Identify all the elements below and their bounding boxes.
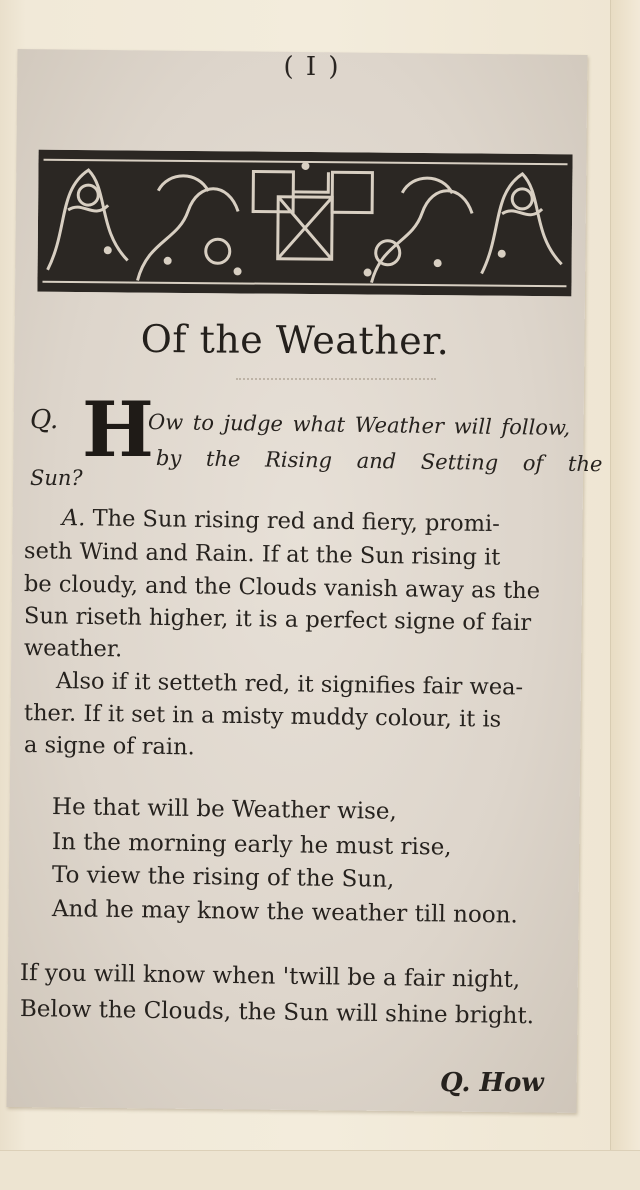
page-title: Of the Weather.	[140, 316, 450, 364]
answer-label: A.	[61, 505, 86, 532]
verse1-line-1: He that will be Weather wise,	[51, 794, 397, 825]
mount-bottom	[0, 1150, 640, 1190]
verse2-line-1: If you will know when 'twill be a fair night,	[19, 960, 521, 993]
title-divider	[236, 378, 436, 382]
drop-cap: H	[82, 385, 154, 474]
page-number: ( I )	[283, 52, 341, 82]
paragraph2-line-3: a signe of rain.	[23, 732, 195, 761]
mount-edge	[610, 0, 640, 1189]
verse2-line-2: Below the Clouds, the Sun will shine bright.	[19, 996, 535, 1030]
verse1-line-2: In the morning early he must rise,	[51, 829, 452, 861]
verse1-line-3: To view the rising of the Sun,	[51, 862, 395, 893]
question-line-3: Sun?	[30, 466, 83, 490]
answer-line-5: weather.	[23, 635, 123, 663]
catchword: Q. How	[440, 1068, 544, 1098]
paragraph2-line-1: Also if it setteth red, it signifies fair wea-	[55, 668, 524, 701]
question-label: Q.	[30, 405, 59, 435]
verse1-line-4: And he may know the weather till noon.	[51, 896, 518, 929]
answer-line-2: seth Wind and Rain. If at the Sun rising it	[23, 538, 501, 571]
answer-text: The Sun rising red and fiery, promi-	[92, 505, 500, 538]
answer-line-3: be cloudy, and the Clouds vanish away as the	[23, 571, 541, 605]
paragraph2-line-2: ther. If it set in a misty muddy colour, it is	[23, 700, 502, 733]
question-line-1: Ow to judge what Weather will follow,	[147, 410, 571, 440]
answer-line-4: Sun riseth higher, it is a perfect signe of fair	[23, 603, 532, 637]
question-line-2: by the Rising and Setting of the	[155, 446, 603, 477]
ornamental-headpiece	[37, 150, 572, 297]
